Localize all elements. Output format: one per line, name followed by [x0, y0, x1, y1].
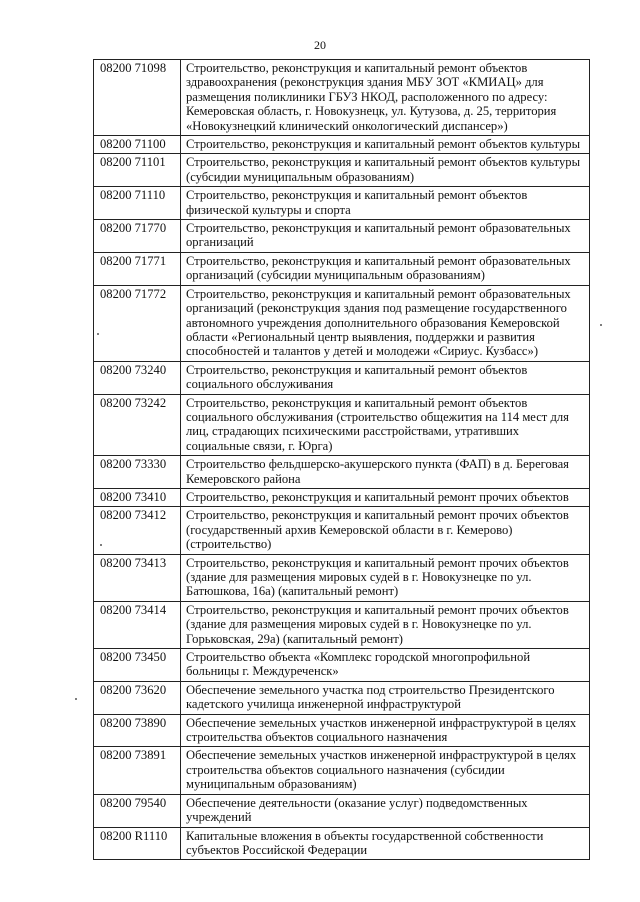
table-row — [94, 714, 590, 747]
table-row — [94, 394, 590, 456]
row-code: 08200 73330 — [94, 456, 181, 489]
row-code: 08200 73890 — [94, 714, 181, 747]
row-code: 08200 79540 — [94, 794, 181, 827]
scan-speck — [600, 324, 602, 326]
row-description: Строительство, реконструкция и капитальный ремонт объектов социального обслуживания (строительство общежития на 114 мест для лиц, страдающих психическими расстройствами, утративших социальные связи, г. Юрга) — [181, 394, 590, 456]
row-code: 08200 73414 — [94, 601, 181, 648]
row-code: 08200 73240 — [94, 361, 181, 394]
budget-codes-table — [93, 59, 590, 860]
row-description: Обеспечение земельных участков инженерной инфраструктурой в целях строительства объектов социального назначения — [181, 714, 590, 747]
table-row — [94, 827, 590, 860]
scan-speck — [75, 698, 77, 700]
table-row — [94, 507, 590, 554]
row-code: 08200 73450 — [94, 649, 181, 682]
table-row — [94, 252, 590, 285]
row-description: Строительство фельдшерско-акушерского пункта (ФАП) в д. Береговая Кемеровского района — [181, 456, 590, 489]
row-code: 08200 R1110 — [94, 827, 181, 860]
row-description: Обеспечение деятельности (оказание услуг) подведомственных учреждений — [181, 794, 590, 827]
table-row — [94, 361, 590, 394]
row-code: 08200 73412 — [94, 507, 181, 554]
row-description: Строительство, реконструкция и капитальный ремонт объектов социального обслуживания — [181, 361, 590, 394]
row-description: Капитальные вложения в объекты государственной собственности субъектов Российской Федерации — [181, 827, 590, 860]
table-row — [94, 554, 590, 601]
row-code: 08200 73413 — [94, 554, 181, 601]
row-description: Строительство объекта «Комплекс городской многопрофильной больницы г. Междуреченск» — [181, 649, 590, 682]
row-code: 08200 71101 — [94, 154, 181, 187]
page-number: 20 — [314, 38, 326, 52]
table-row — [94, 136, 590, 154]
row-code: 08200 71771 — [94, 252, 181, 285]
row-description: Строительство, реконструкция и капитальный ремонт объектов здравоохранения (реконструкция здания МБУ ЗОТ «КМИАЦ» для размещения поликлиники ГБУЗ НКОД, расположенного по адресу: Кемеровская область, г. Новокузнецк, ул. Кутузова, д. 25, территория «Новокузнецкий клинический онкологический диспансер») — [181, 60, 590, 136]
row-description: Обеспечение земельных участков инженерной инфраструктурой в целях строительства объектов социального назначения (субсидии муниципальным образованиям) — [181, 747, 590, 794]
row-code: 08200 73242 — [94, 394, 181, 456]
table-row — [94, 220, 590, 253]
row-description: Строительство, реконструкция и капитальный ремонт прочих объектов (здание для размещения мировых судей в г. Новокузнецке по ул. Батюшкова, 16а) (капитальный ремонт) — [181, 554, 590, 601]
row-description: Строительство, реконструкция и капитальный ремонт образовательных организаций (субсидии муниципальным образованиям) — [181, 252, 590, 285]
table-row — [94, 154, 590, 187]
table-row — [94, 681, 590, 714]
row-description: Строительство, реконструкция и капитальный ремонт прочих объектов (государственный архив Кемеровской области в г. Кемерово) (строительство) — [181, 507, 590, 554]
table-row — [94, 747, 590, 794]
row-description: Строительство, реконструкция и капитальный ремонт объектов культуры — [181, 136, 590, 154]
table-row — [94, 60, 590, 136]
row-code: 08200 73891 — [94, 747, 181, 794]
table-row — [94, 601, 590, 648]
row-description: Обеспечение земельного участка под строительство Президентского кадетского училища инженерной инфраструктурой — [181, 681, 590, 714]
row-description: Строительство, реконструкция и капитальный ремонт образовательных организаций (реконструкция здания под размещение государственного автономного учреждения дополнительного образования Кемеровской области «Региональный центр выявления, поддержки и развития способностей и талантов у детей и молодежи «Сириус. Кузбасс») — [181, 285, 590, 361]
table-row — [94, 649, 590, 682]
row-code: 08200 71110 — [94, 187, 181, 220]
row-code: 08200 73410 — [94, 488, 181, 506]
table-row — [94, 187, 590, 220]
row-code: 08200 71100 — [94, 136, 181, 154]
row-description: Строительство, реконструкция и капитальный ремонт прочих объектов (здание для размещения мировых судей в г. Новокузнецке по ул. Горьковская, 29а) (капитальный ремонт) — [181, 601, 590, 648]
row-description: Строительство, реконструкция и капитальный ремонт прочих объектов — [181, 488, 590, 506]
row-code: 08200 71770 — [94, 220, 181, 253]
scan-speck — [97, 333, 99, 335]
row-description: Строительство, реконструкция и капитальный ремонт объектов физической культуры и спорта — [181, 187, 590, 220]
table-row — [94, 794, 590, 827]
scan-speck — [100, 544, 102, 546]
row-code: 08200 71772 — [94, 285, 181, 361]
row-description: Строительство, реконструкция и капитальный ремонт объектов культуры (субсидии муниципальным образованиям) — [181, 154, 590, 187]
row-code: 08200 73620 — [94, 681, 181, 714]
table-row — [94, 488, 590, 506]
row-code: 08200 71098 — [94, 60, 181, 136]
table-row — [94, 285, 590, 361]
table-row — [94, 456, 590, 489]
row-description: Строительство, реконструкция и капитальный ремонт образовательных организаций — [181, 220, 590, 253]
